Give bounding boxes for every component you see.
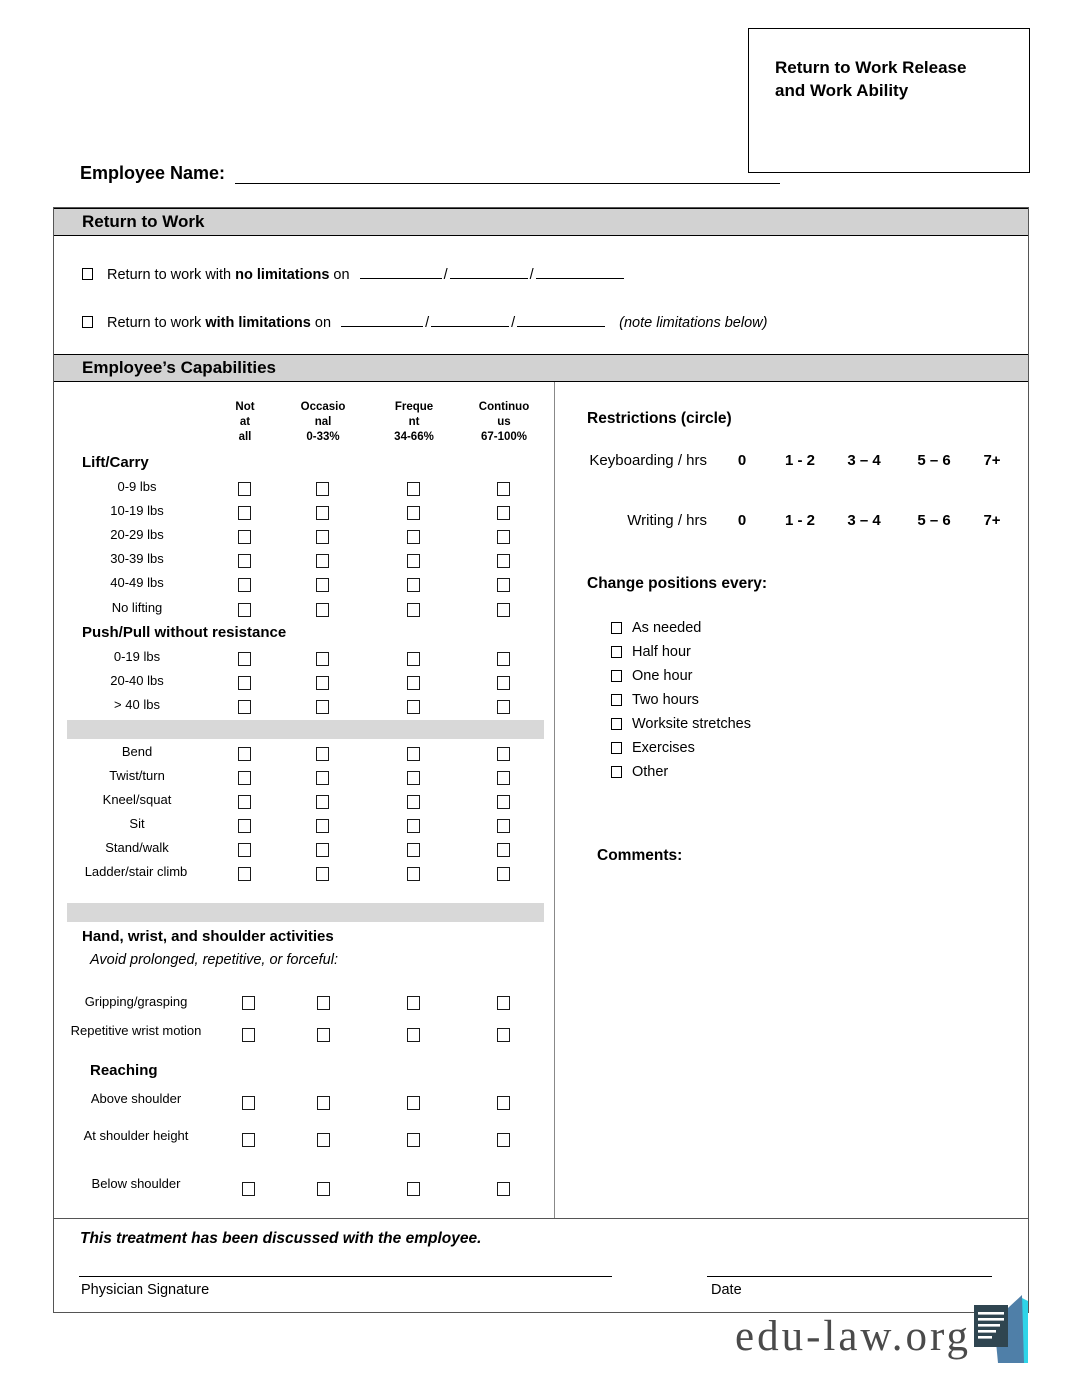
row-label-above-shoulder: Above shoulder (90, 1091, 182, 1106)
checkbox-above-shoulder-continuous[interactable] (497, 1096, 510, 1110)
group-heading-reaching: Reaching (90, 1062, 158, 1079)
checkbox-push-0-19-not-at-all[interactable] (238, 652, 251, 666)
checkbox-push-0-19-occasional[interactable] (316, 652, 329, 666)
checkbox-no-lifting-occasional[interactable] (316, 603, 329, 617)
change-position-label-other: Other (632, 764, 669, 780)
section-header-return-to-work-label: Return to Work (82, 212, 205, 231)
col2-line3: 34-66% (394, 430, 434, 443)
restriction-keyboarding-option-0[interactable]: 0 (737, 452, 747, 469)
row-label-bend: Bend (121, 744, 153, 759)
checkbox-lift-0-9-continuous[interactable] (497, 482, 510, 496)
checkbox-lift-30-39-not-at-all[interactable] (238, 554, 251, 568)
col1-line3: 0-33% (306, 430, 340, 443)
restriction-row-writing (555, 512, 1029, 534)
checkbox-gripping-continuous[interactable] (497, 996, 510, 1010)
checkbox-sit-occasional[interactable] (316, 819, 329, 833)
col2-line2: nt (408, 415, 420, 428)
rtw-2-date-month[interactable] (341, 312, 423, 327)
row-label-lift-40-49: 40-49 lbs (110, 575, 164, 590)
column-header-not-at-all (209, 400, 281, 445)
checkbox-above-shoulder-frequent[interactable] (407, 1096, 420, 1110)
checkbox-half-hour[interactable] (611, 646, 622, 658)
row-label-sit: Sit (129, 816, 145, 831)
checkbox-at-shoulder-not-at-all[interactable] (242, 1133, 255, 1147)
return-to-work-option-1-text: Return to work with no limitations on / / (107, 264, 626, 283)
checkbox-push-20-40-occasional[interactable] (316, 676, 329, 690)
comments-title: Comments: (597, 847, 683, 864)
checkbox-ladder-not-at-all[interactable] (238, 867, 251, 881)
rtw-1-prefix: Return to work with (107, 267, 236, 283)
checkbox-lift-20-29-occasional[interactable] (316, 530, 329, 544)
document-logo-icon (972, 1295, 1030, 1365)
group-heading-hand-wrist-shoulder: Hand, wrist, and shoulder activities (82, 928, 334, 945)
row-label-lift-10-19: 10-19 lbs (110, 503, 164, 518)
checkbox-at-shoulder-occasional[interactable] (317, 1133, 330, 1147)
checkbox-below-shoulder-frequent[interactable] (407, 1182, 420, 1196)
checkbox-one-hour[interactable] (611, 670, 622, 682)
section-separator-bar-1 (67, 720, 544, 739)
restrictions-pane (555, 382, 1029, 1218)
checkbox-gripping-not-at-all[interactable] (242, 996, 255, 1010)
row-label-push-0-19: 0-19 lbs (113, 649, 161, 664)
rtw-2-date-day[interactable] (431, 312, 509, 327)
form-body (53, 207, 1029, 1313)
checkbox-twist-not-at-all[interactable] (238, 771, 251, 785)
checkbox-wrist-frequent[interactable] (407, 1028, 420, 1042)
checkbox-ladder-occasional[interactable] (316, 867, 329, 881)
form-title-line-1: Return to Work Release (775, 58, 967, 77)
col0-line1: Not (235, 401, 255, 413)
change-position-item-one-hour[interactable] (611, 668, 692, 684)
group-heading-lift-carry: Lift/Carry (82, 454, 149, 471)
rtw-2-prefix: Return to work (107, 315, 206, 331)
row-label-push-20-40: 20-40 lbs (110, 673, 164, 688)
checkbox-worksite-stretches[interactable] (611, 718, 622, 730)
date-input[interactable] (707, 1276, 992, 1277)
checkbox-at-shoulder-continuous[interactable] (497, 1133, 510, 1147)
checkbox-lift-0-9-occasional[interactable] (316, 482, 329, 496)
checkbox-lift-30-39-frequent[interactable] (407, 554, 420, 568)
section-header-capabilities (54, 354, 1028, 382)
col3-line3: 67-100% (480, 430, 528, 443)
return-to-work-option-no-limitations[interactable] (82, 264, 626, 283)
checkbox-no-lifting-not-at-all[interactable] (238, 603, 251, 617)
row-label-no-lifting: No lifting (111, 600, 163, 615)
row-label-ladder-stair-climb: Ladder/stair climb (84, 864, 188, 879)
checkbox-below-shoulder-not-at-all[interactable] (242, 1182, 255, 1196)
checkbox-lift-40-49-frequent[interactable] (407, 578, 420, 592)
checkbox-twist-occasional[interactable] (316, 771, 329, 785)
checkbox-lift-30-39-continuous[interactable] (497, 554, 510, 568)
col0-line3: all (238, 430, 252, 443)
group-subheading-avoid: Avoid prolonged, repetitive, or forceful: (90, 952, 338, 968)
restriction-label-writing: Writing / hrs (627, 512, 707, 529)
rtw-2-note: (note limitations below) (619, 315, 768, 331)
checkbox-sit-not-at-all[interactable] (238, 819, 251, 833)
checkbox-ladder-continuous[interactable] (497, 867, 510, 881)
checkbox-kneel-occasional[interactable] (316, 795, 329, 809)
row-label-stand-walk: Stand/walk (105, 840, 169, 855)
change-position-item-half-hour[interactable] (611, 644, 691, 660)
checkbox-push-20-40-not-at-all[interactable] (238, 676, 251, 690)
checkbox-wrist-continuous[interactable] (497, 1028, 510, 1042)
checkbox-bend-continuous[interactable] (497, 747, 510, 761)
checkbox-bend-frequent[interactable] (407, 747, 420, 761)
checkbox-lift-20-29-frequent[interactable] (407, 530, 420, 544)
checkbox-other[interactable] (611, 766, 622, 778)
column-header-occasional (287, 400, 359, 445)
rtw-2-date-year[interactable] (517, 312, 605, 327)
restrictions-title: Restrictions (circle) (587, 410, 732, 427)
return-to-work-option-with-limitations[interactable] (82, 312, 767, 331)
checkbox-push-0-19-frequent[interactable] (407, 652, 420, 666)
change-position-item-other[interactable] (611, 764, 668, 780)
checkbox-push-over-40-continuous[interactable] (497, 700, 510, 714)
checkbox-lift-20-29-continuous[interactable] (497, 530, 510, 544)
rtw-2-bold: with limitations (205, 315, 311, 331)
change-position-label-one-hour: One hour (632, 668, 693, 684)
checkbox-lift-0-9-not-at-all[interactable] (238, 482, 251, 496)
treatment-discussed-note: This treatment has been discussed with the employee. (80, 1230, 482, 1247)
checkbox-sit-frequent[interactable] (407, 819, 420, 833)
rtw-1-date-day[interactable] (450, 264, 528, 279)
checkbox-no-lifting-frequent[interactable] (407, 603, 420, 617)
restriction-label-keyboarding: Keyboarding / hrs (589, 452, 707, 469)
form-title-box (748, 28, 1030, 173)
rtw-1-suffix: on (329, 267, 350, 283)
checkbox-as-needed[interactable] (611, 622, 622, 634)
section-separator-bar-2 (67, 903, 544, 922)
col0-line2: at (239, 415, 251, 428)
checkbox-lift-10-19-frequent[interactable] (407, 506, 420, 520)
date-caption: Date (711, 1282, 742, 1298)
checkbox-kneel-continuous[interactable] (497, 795, 510, 809)
checkbox-ladder-frequent[interactable] (407, 867, 420, 881)
restriction-keyboarding-option-1-2[interactable]: 1 - 2 (784, 452, 815, 469)
checkbox-above-shoulder-occasional[interactable] (317, 1096, 330, 1110)
change-position-label-as-needed: As needed (632, 620, 702, 636)
row-label-twist-turn: Twist/turn (109, 768, 165, 783)
checkbox-no-limitations[interactable] (82, 268, 93, 280)
checkbox-push-0-19-continuous[interactable] (497, 652, 510, 666)
checkbox-lift-30-39-occasional[interactable] (316, 554, 329, 568)
form-title (775, 57, 1015, 103)
rtw-1-bold: no limitations (235, 267, 330, 283)
watermark-text: edu-law.org (735, 1313, 971, 1360)
checkbox-lift-20-29-not-at-all[interactable] (238, 530, 251, 544)
checkbox-lift-10-19-not-at-all[interactable] (238, 506, 251, 520)
restriction-keyboarding-option-3-4[interactable]: 3 – 4 (847, 452, 881, 469)
row-label-repetitive-wrist-motion: Repetitive wrist motion (70, 1023, 202, 1038)
row-label-lift-30-39: 30-39 lbs (110, 551, 164, 566)
change-position-label-half-hour: Half hour (632, 644, 691, 660)
checkbox-push-20-40-continuous[interactable] (497, 676, 510, 690)
checkbox-at-shoulder-frequent[interactable] (407, 1133, 420, 1147)
column-header-frequent (378, 400, 450, 445)
checkbox-exercises[interactable] (611, 742, 622, 754)
change-position-label-exercises: Exercises (632, 740, 695, 756)
section-header-capabilities-label: Employee’s Capabilities (82, 358, 276, 377)
checkbox-kneel-frequent[interactable] (407, 795, 420, 809)
checkbox-below-shoulder-occasional[interactable] (317, 1182, 330, 1196)
col1-line1: Occasio (300, 401, 346, 413)
checkbox-wrist-not-at-all[interactable] (242, 1028, 255, 1042)
employee-name-input[interactable] (235, 163, 780, 184)
restriction-writing-option-0[interactable]: 0 (737, 512, 747, 529)
employee-name-row (80, 163, 780, 184)
row-label-at-shoulder-height: At shoulder height (83, 1128, 189, 1143)
row-label-push-over-40: > 40 lbs (114, 697, 160, 712)
rtw-1-date-year[interactable] (536, 264, 624, 279)
row-label-below-shoulder: Below shoulder (91, 1176, 181, 1191)
restriction-keyboarding-option-5-6[interactable]: 5 – 6 (917, 452, 951, 469)
checkbox-gripping-frequent[interactable] (407, 996, 420, 1010)
checkbox-twist-continuous[interactable] (497, 771, 510, 785)
checkbox-gripping-occasional[interactable] (317, 996, 330, 1010)
rtw-1-date-month[interactable] (360, 264, 442, 279)
column-header-continuous (468, 400, 540, 445)
checkbox-push-over-40-occasional[interactable] (316, 700, 329, 714)
checkbox-stand-occasional[interactable] (316, 843, 329, 857)
physician-signature-caption: Physician Signature (81, 1282, 210, 1298)
checkbox-lift-0-9-frequent[interactable] (407, 482, 420, 496)
restriction-writing-option-5-6[interactable]: 5 – 6 (917, 512, 951, 529)
row-label-lift-20-29: 20-29 lbs (110, 527, 164, 542)
form-title-line-2: and Work Ability (775, 80, 909, 100)
col1-line2: nal (314, 415, 332, 428)
checkbox-no-lifting-continuous[interactable] (497, 603, 510, 617)
checkbox-lift-40-49-continuous[interactable] (497, 578, 510, 592)
checkbox-below-shoulder-continuous[interactable] (497, 1182, 510, 1196)
checkbox-bend-occasional[interactable] (316, 747, 329, 761)
restriction-writing-option-1-2[interactable]: 1 - 2 (784, 512, 815, 529)
change-position-label-worksite-stretches: Worksite stretches (632, 716, 751, 732)
row-label-lift-0-9: 0-9 lbs (117, 479, 157, 494)
checkbox-lift-40-49-occasional[interactable] (316, 578, 329, 592)
checkbox-push-over-40-not-at-all[interactable] (238, 700, 251, 714)
restriction-keyboarding-option-7-plus[interactable]: 7+ (983, 452, 1001, 469)
checkbox-bend-not-at-all[interactable] (238, 747, 251, 761)
checkbox-two-hours[interactable] (611, 694, 622, 706)
return-to-work-option-2-text: Return to work with limitations on / / (note limitations below) (107, 312, 767, 331)
section-header-return-to-work (54, 208, 1028, 236)
change-positions-title: Change positions every: (587, 575, 768, 592)
checkbox-wrist-occasional[interactable] (317, 1028, 330, 1042)
col3-line2: us (497, 415, 511, 428)
pane-divider-horizontal (54, 1218, 1028, 1219)
restriction-row-keyboarding (555, 452, 1029, 474)
restriction-writing-option-7-plus[interactable]: 7+ (983, 512, 1001, 529)
change-position-label-two-hours: Two hours (632, 692, 699, 708)
checkbox-stand-not-at-all[interactable] (238, 843, 251, 857)
rtw-2-suffix: on (310, 315, 332, 331)
change-position-item-worksite-stretches[interactable] (611, 716, 751, 732)
physician-signature-input[interactable] (79, 1276, 612, 1277)
checkbox-lift-10-19-continuous[interactable] (497, 506, 510, 520)
checkbox-twist-frequent[interactable] (407, 771, 420, 785)
row-label-gripping-grasping: Gripping/grasping (84, 994, 188, 1009)
change-position-item-two-hours[interactable] (611, 692, 699, 708)
col2-line1: Freque (394, 401, 434, 413)
restriction-writing-option-3-4[interactable]: 3 – 4 (847, 512, 881, 529)
checkbox-with-limitations[interactable] (82, 316, 93, 328)
col3-line1: Continuo (478, 401, 530, 413)
checkbox-sit-continuous[interactable] (497, 819, 510, 833)
checkbox-kneel-not-at-all[interactable] (238, 795, 251, 809)
checkbox-stand-continuous[interactable] (497, 843, 510, 857)
checkbox-push-20-40-frequent[interactable] (407, 676, 420, 690)
checkbox-lift-10-19-occasional[interactable] (316, 506, 329, 520)
change-position-item-as-needed[interactable] (611, 620, 701, 636)
checkbox-push-over-40-frequent[interactable] (407, 700, 420, 714)
employee-name-label: Employee Name: (80, 163, 226, 183)
group-heading-push-pull: Push/Pull without resistance (82, 624, 287, 641)
change-position-item-exercises[interactable] (611, 740, 695, 756)
row-label-kneel-squat: Kneel/squat (102, 792, 172, 807)
checkbox-lift-40-49-not-at-all[interactable] (238, 578, 251, 592)
checkbox-above-shoulder-not-at-all[interactable] (242, 1096, 255, 1110)
checkbox-stand-frequent[interactable] (407, 843, 420, 857)
